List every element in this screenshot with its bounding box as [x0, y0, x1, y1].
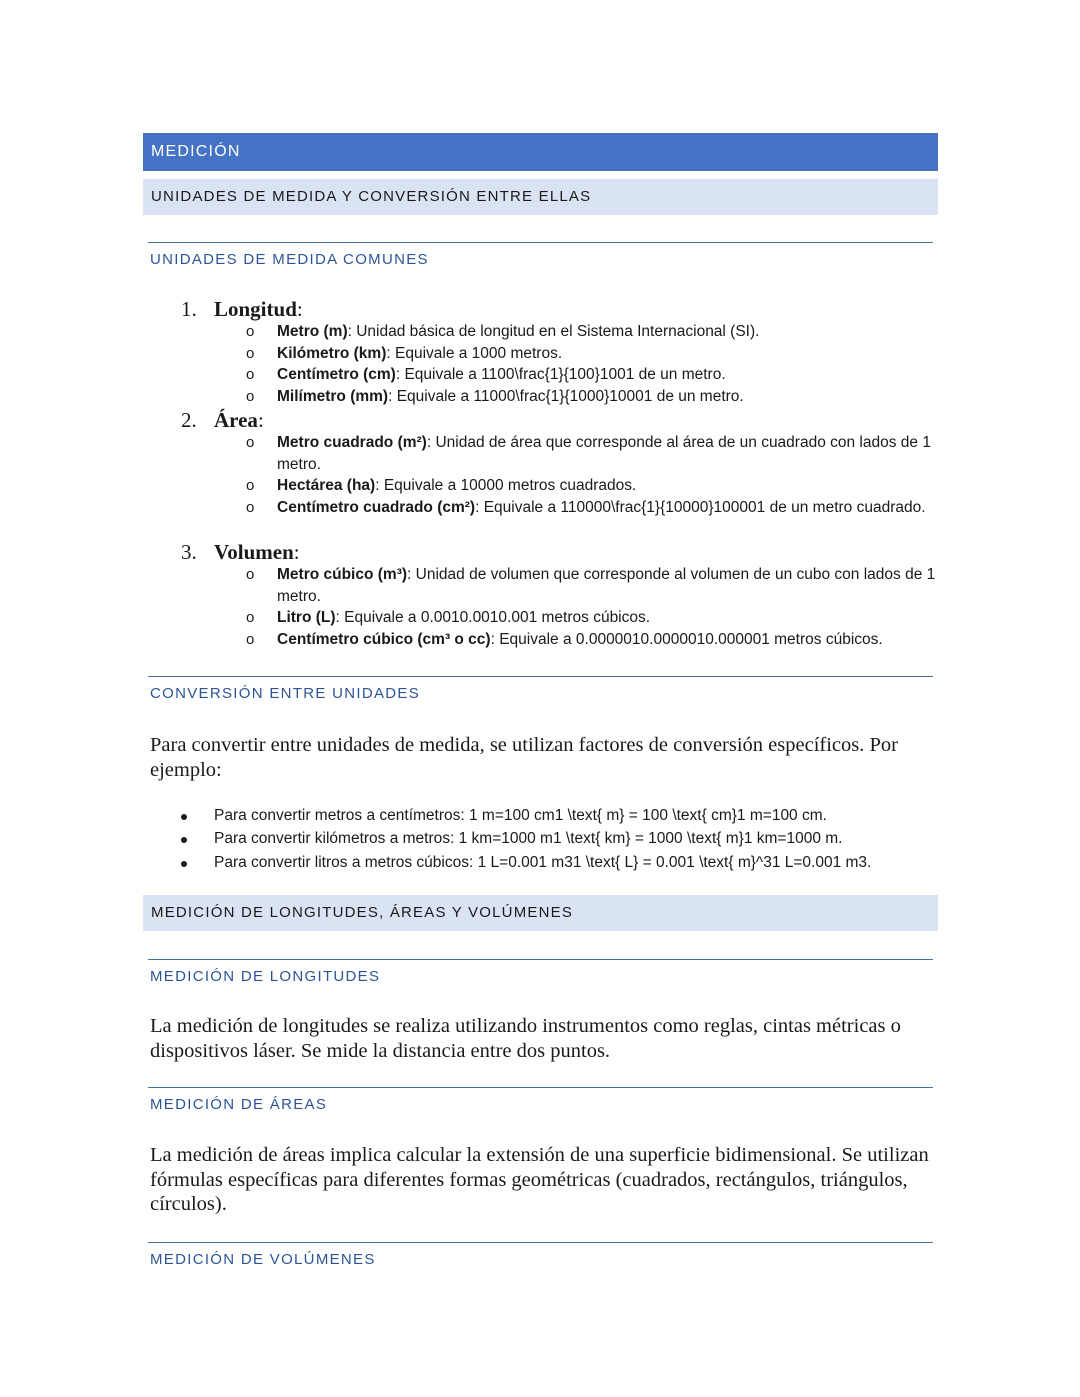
- areas-paragraph: La medición de áreas implica calcular la extensión de una superficie bidimensional. Se utilizan fórmulas específicas para diferentes formas geométricas (cuadrados, rectángulos, triángulos, círculos).: [150, 1144, 929, 1215]
- sub-item: [246, 364, 936, 386]
- description: : Equivale a 110000\frac{1}{10000}100001 de un metro cuadrado.: [475, 499, 926, 516]
- circle-bullet-icon: o: [246, 477, 255, 494]
- term: Centímetro cuadrado (cm²): [277, 499, 476, 516]
- conversion-intro: Para convertir entre unidades de medida, se utilizan factores de conversión específicos. Por ejemplo:: [150, 734, 898, 781]
- bullet-text: Para convertir litros a metros cúbicos: 1 L=0.001 m31 \text{ L} = 0.001 \text{ m}^31 L=0.001 m3.: [214, 854, 872, 871]
- term: Centímetro (cm): [277, 366, 396, 383]
- bullet-text: Para convertir metros a centímetros: 1 m=100 cm1 \text{ m} = 100 \text{ cm}1 m=100 cm.: [214, 807, 827, 824]
- sub-item: [246, 343, 936, 365]
- list-item-area: [181, 408, 264, 433]
- term: Metro cuadrado (m²): [277, 434, 427, 451]
- subheading-areas: MEDICIÓN DE ÁREAS: [148, 1087, 933, 1113]
- sub-item: [246, 629, 936, 651]
- description: : Equivale a 0.0000010.0000010.000001 metros cúbicos.: [490, 631, 883, 648]
- list-number: 2.: [181, 408, 197, 432]
- list-colon: :: [257, 408, 264, 432]
- sub-item: [246, 475, 936, 497]
- description: : Equivale a 1000 metros.: [386, 345, 563, 362]
- subheading-lengths: MEDICIÓN DE LONGITUDES: [148, 959, 933, 985]
- list-colon: :: [293, 540, 300, 564]
- subheading-volumes: MEDICIÓN DE VOLÚMENES: [148, 1242, 933, 1268]
- list-colon: :: [296, 297, 303, 321]
- bullet-icon: [181, 861, 187, 867]
- bullet-text: Para convertir kilómetros a metros: 1 km=1000 m1 \text{ km} = 1000 \text{ m}1 km=1000 m.: [214, 830, 843, 847]
- description: : Unidad de área que corresponde al área de un cuadrado con lados de 1 metro.: [277, 434, 931, 473]
- description: : Equivale a 0.0010.0010.001 metros cúbicos.: [335, 609, 651, 626]
- circle-bullet-icon: o: [246, 434, 255, 451]
- circle-bullet-icon: o: [246, 631, 255, 648]
- term: Metro cúbico (m³): [277, 566, 408, 583]
- lengths-paragraph: La medición de longitudes se realiza utilizando instrumentos como reglas, cintas métricas o dispositivos láser. Se mide la distancia entre dos puntos.: [150, 1015, 901, 1062]
- list-number: 1.: [181, 297, 197, 321]
- bullet-icon: [181, 814, 187, 820]
- list-label: Área: [214, 408, 258, 432]
- list-item-volumen: [181, 540, 300, 565]
- list-item-longitud: [181, 297, 303, 322]
- sub-item: [246, 432, 936, 475]
- description: : Equivale a 1100\frac{1}{100}1001 de un metro.: [395, 366, 726, 383]
- circle-bullet-icon: o: [246, 366, 255, 383]
- conversion-bullet: [181, 805, 941, 827]
- section-heading-measurement: MEDICIÓN DE LONGITUDES, ÁREAS Y VOLÚMENES: [143, 895, 938, 931]
- sub-item: [246, 321, 936, 343]
- description: : Unidad básica de longitud en el Sistema Internacional (SI).: [347, 323, 760, 340]
- circle-bullet-icon: o: [246, 345, 255, 362]
- subheading-common-units: UNIDADES DE MEDIDA COMUNES: [148, 242, 933, 268]
- term: Hectárea (ha): [277, 477, 376, 494]
- term: Milímetro (mm): [277, 388, 389, 405]
- term: Centímetro cúbico (cm³ o cc): [277, 631, 491, 648]
- sub-item: [246, 497, 936, 519]
- list-number: 3.: [181, 540, 197, 564]
- description: : Equivale a 11000\frac{1}{1000}10001 de un metro.: [388, 388, 744, 405]
- circle-bullet-icon: o: [246, 566, 255, 583]
- description: : Equivale a 10000 metros cuadrados.: [375, 477, 637, 494]
- subheading-conversion: CONVERSIÓN ENTRE UNIDADES: [148, 676, 933, 702]
- circle-bullet-icon: o: [246, 323, 255, 340]
- section-heading-units: UNIDADES DE MEDIDA Y CONVERSIÓN ENTRE ELLAS: [143, 179, 938, 215]
- list-label: Longitud: [214, 297, 297, 321]
- circle-bullet-icon: o: [246, 499, 255, 516]
- conversion-bullet: [181, 828, 941, 850]
- sub-item: [246, 564, 936, 607]
- title-heading: MEDICIÓN: [143, 133, 938, 171]
- term: Kilómetro (km): [277, 345, 387, 362]
- circle-bullet-icon: o: [246, 609, 255, 626]
- term: Metro (m): [277, 323, 348, 340]
- description: : Unidad de volumen que corresponde al volumen de un cubo con lados de 1 metro.: [277, 566, 936, 605]
- circle-bullet-icon: o: [246, 388, 255, 405]
- list-label: Volumen: [214, 540, 294, 564]
- sub-item: [246, 607, 936, 629]
- conversion-bullet: [181, 852, 941, 874]
- bullet-icon: [181, 837, 187, 843]
- sub-item: [246, 386, 936, 408]
- term: Litro (L): [277, 609, 336, 626]
